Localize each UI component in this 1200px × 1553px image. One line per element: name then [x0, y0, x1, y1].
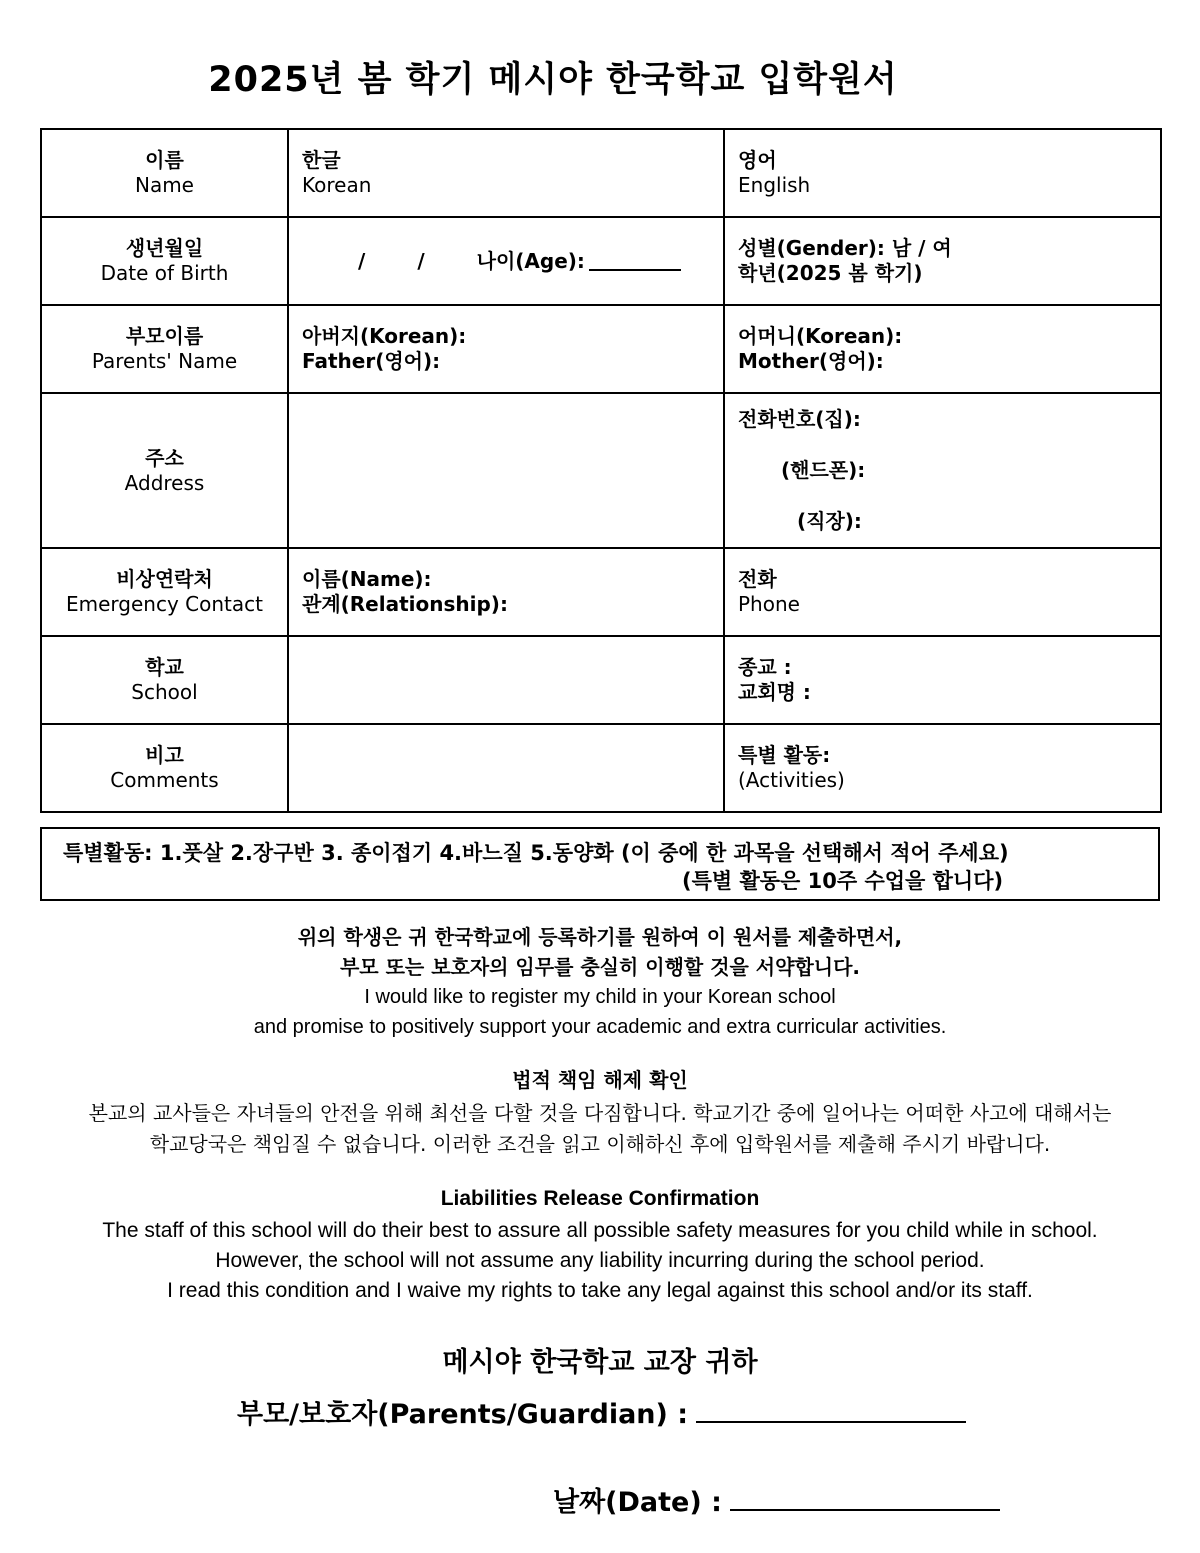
age-label: 나이(Age): [476, 248, 585, 273]
gender-label: 성별(Gender): 남 / 여 [738, 236, 952, 260]
principal-address: 메시야 한국학교 교장 귀하 [442, 1347, 758, 1378]
cell-phone-label: (핸드폰): [781, 458, 866, 482]
date-row [553, 1480, 1000, 1519]
english-name-label-en: English [738, 173, 811, 197]
pledge-en-line-1: I would like to register my child in your Korean school [364, 986, 836, 1008]
korean-name-label: 한글 [302, 148, 341, 172]
emergency-phone-label-ko: 전화 [738, 567, 777, 591]
school-label-en: School [131, 680, 198, 704]
address-label-ko: 주소 [145, 445, 184, 470]
application-form-table [40, 128, 1162, 813]
pledge-en-line-2: and promise to positively support your academic and extra curricular activities. [253, 1016, 947, 1038]
activities-note: (특별 활동은 10주 수업을 합니다) [682, 869, 1004, 893]
emergency-label-cell [41, 548, 288, 636]
row-comments [41, 724, 1161, 812]
comments-label-cell [41, 724, 288, 812]
grade-label: 학년(2025 봄 학기) [738, 261, 923, 285]
legal-ko-line-2: 학교당국은 책임질 수 없습니다. 이러한 조건을 읽고 이해하신 후에 입학원서를 제출해 주시기 바랍니다. [149, 1132, 1051, 1156]
father-name-field[interactable] [288, 305, 724, 393]
address-field[interactable] [288, 393, 724, 548]
dob-field[interactable] [288, 217, 724, 305]
korean-name-label-en: Korean [302, 173, 372, 197]
dob-label-en: Date of Birth [100, 261, 229, 285]
activities-options: 특별활동: 1.풋살 2.장구반 3. 종이접기 4.바느질 5.동양화 (이 중에 한 과목을 선택해서 적어 주세요) [63, 841, 1009, 865]
pledge-ko-line-2: 부모 또는 보호자의 임무를 충실히 이행할 것을 서약합니다. [339, 955, 861, 979]
address-label-en: Address [124, 470, 205, 495]
pledge-section [0, 922, 1200, 1042]
guardian-signature-label: 부모/보호자(Parents/Guardian) : [237, 1399, 689, 1430]
emergency-label-ko: 비상연락처 [116, 567, 213, 591]
legal-en-heading: Liabilities Release Confirmation [440, 1187, 760, 1210]
row-emergency [41, 548, 1161, 636]
parents-label-ko: 부모이름 [125, 324, 204, 348]
legal-ko-heading: 법적 책임 해제 확인 [512, 1068, 688, 1092]
father-korean-label: 아버지(Korean): [302, 324, 467, 348]
special-activity-label: 특별 활동: [738, 743, 831, 767]
legal-release-ko [0, 1065, 1200, 1160]
mother-english-label: Mother(영어): [738, 349, 884, 373]
emergency-contact-field[interactable] [288, 548, 724, 636]
parents-label-en: Parents' Name [91, 349, 238, 373]
comments-label-en: Comments [110, 768, 219, 792]
mother-korean-label: 어머니(Korean): [738, 324, 903, 348]
home-phone-label: 전화번호(집): [738, 407, 861, 431]
school-label-ko: 학교 [145, 655, 184, 679]
english-name-label: 영어 [738, 148, 777, 172]
guardian-signature-row [237, 1392, 966, 1431]
emergency-relationship-label: 관계(Relationship): [302, 592, 508, 616]
phone-numbers-field[interactable] [724, 393, 1161, 548]
special-activities-field[interactable] [724, 724, 1161, 812]
row-name [41, 129, 1161, 217]
school-field[interactable] [288, 636, 724, 724]
dob-slash-2: / [417, 248, 425, 273]
name-label-ko: 이름 [145, 148, 184, 172]
parents-label-cell [41, 305, 288, 393]
legal-en-line-2: However, the school will not assume any liability incurring during the school period. [215, 1249, 985, 1272]
form-title: 2025년 봄 학기 메시야 한국학교 입학원서 [208, 60, 898, 100]
father-english-label: Father(영어): [302, 349, 441, 373]
religion-label: 종교 : [738, 655, 792, 679]
legal-en-line-3: I read this condition and I waive my rights to take any legal against this school and/or its staff. [167, 1279, 1033, 1302]
korean-name-field[interactable] [288, 129, 724, 217]
english-name-field[interactable] [724, 129, 1161, 217]
row-parents [41, 305, 1161, 393]
guardian-signature-line[interactable] [696, 1399, 966, 1423]
address-label-cell [41, 393, 288, 548]
work-phone-label: (직장): [797, 509, 862, 533]
gender-grade-field[interactable] [724, 217, 1161, 305]
row-school [41, 636, 1161, 724]
legal-en-line-1: The staff of this school will do their best to assure all possible safety measures for you child while in school. [102, 1219, 1098, 1242]
dob-label-ko: 생년월일 [125, 236, 204, 260]
comments-field[interactable] [288, 724, 724, 812]
religion-church-field[interactable] [724, 636, 1161, 724]
name-label-en: Name [134, 173, 194, 197]
date-label: 날짜(Date) : [553, 1487, 722, 1518]
emergency-label-en: Emergency Contact [66, 592, 263, 616]
activities-label-en: (Activities) [738, 768, 845, 792]
dob-slash-1: / [358, 248, 366, 273]
row-dob [41, 217, 1161, 305]
mother-name-field[interactable] [724, 305, 1161, 393]
name-label-cell [41, 129, 288, 217]
emergency-phone-field[interactable] [724, 548, 1161, 636]
school-label-cell [41, 636, 288, 724]
dob-label-cell [41, 217, 288, 305]
emergency-phone-label-en: Phone [738, 592, 800, 616]
special-activities-box [40, 827, 1160, 901]
legal-ko-line-1: 본교의 교사들은 자녀들의 안전을 위해 최선을 다할 것을 다짐합니다. 학교기간 중에 일어나는 어떠한 사고에 대해서는 [88, 1101, 1112, 1125]
emergency-name-label: 이름(Name): [302, 567, 432, 591]
date-line[interactable] [730, 1487, 1000, 1511]
legal-release-en [0, 1184, 1200, 1306]
pledge-ko-line-1: 위의 학생은 귀 한국학교에 등록하기를 원하여 이 원서를 제출하면서, [297, 925, 903, 949]
church-name-label: 교회명 : [738, 680, 811, 704]
row-address [41, 393, 1161, 548]
comments-label-ko: 비고 [145, 743, 184, 767]
age-blank-line[interactable] [589, 251, 681, 271]
